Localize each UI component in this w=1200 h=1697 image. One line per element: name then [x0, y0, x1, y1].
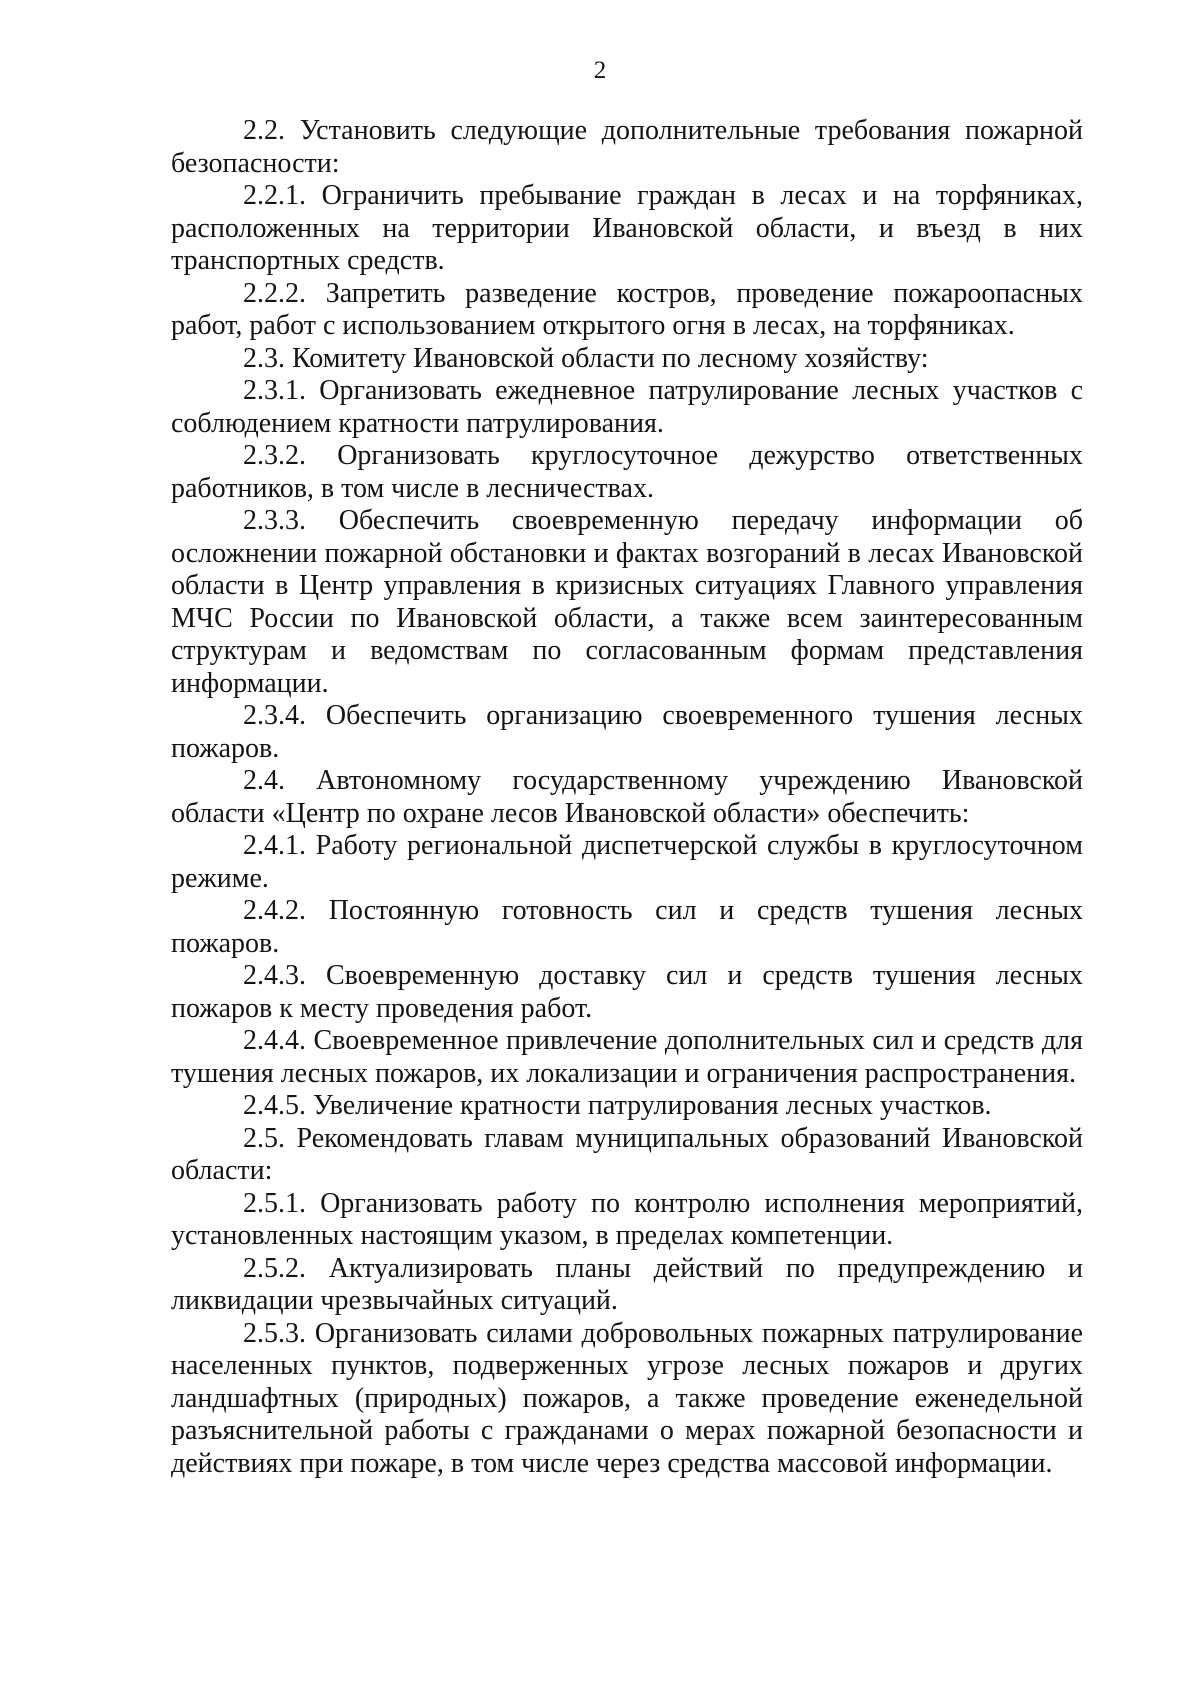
paragraph-2-5-2: 2.5.2. Актуализировать планы действий по предупреждению и ликвидации чрезвычайных ситуаций.	[171, 1252, 1083, 1316]
paragraph-2-3: 2.3. Комитету Ивановской области по лесному хозяйству:	[243, 342, 929, 374]
paragraph-2-3-2: 2.3.2. Организовать круглосуточное дежурство ответственных работников, в том числе в лесничествах.	[171, 440, 1083, 504]
paragraph-2-4-4: 2.4.4. Своевременное привлечение дополнительных сил и средств для тушения лесных пожаров, их локализации и ограничения распространения.	[171, 1025, 1083, 1089]
paragraph-2-3-3: 2.3.3. Обеспечить своевременную передачу информации об осложнении пожарной обстановки и фактах возгораний в лесах Ивановской области в Центр управления в кризисных ситуациях Главного управления МЧС России по Ивановской области, а также всем заинтересованным структурам и ведомствам по согласованным формам представления информации.	[171, 505, 1083, 699]
page-number: 2	[593, 57, 607, 84]
paragraph-2-4-3: 2.4.3. Своевременную доставку сил и средств тушения лесных пожаров к месту проведения работ.	[171, 960, 1083, 1024]
paragraph-2-4-5: 2.4.5. Увеличение кратности патрулирования лесных участков.	[243, 1090, 992, 1121]
paragraph-2-2: 2.2. Установить следующие дополнительные требования пожарной безопасности:	[171, 115, 1083, 179]
document-body	[171, 115, 1083, 1480]
paragraph-2-2-1: 2.2.1. Ограничить пребывание граждан в лесах и на торфяниках, расположенных на территории Ивановской области, и въезд в них транспортных средств.	[171, 180, 1083, 276]
paragraph-2-5: 2.5. Рекомендовать главам муниципальных образований Ивановской области:	[171, 1122, 1083, 1186]
paragraph-2-4-2: 2.4.2. Постоянную готовность сил и средств тушения лесных пожаров.	[171, 895, 1083, 959]
paragraph-2-5-3: 2.5.3. Организовать силами добровольных пожарных патрулирование населенных пунктов, подверженных угрозе лесных пожаров и других ландшафтных (природных) пожаров, а также проведение еженедельной разъяснительной работы с гражданами о мерах пожарной безопасности и действиях при пожаре, в том числе через средства массовой информации.	[171, 1317, 1083, 1479]
paragraph-2-3-4: 2.3.4. Обеспечить организацию своевременного тушения лесных пожаров.	[171, 700, 1083, 764]
paragraph-2-4: 2.4. Автономному государственному учреждению Ивановской области «Центр по охране лесов Ивановской области» обеспечить:	[171, 765, 1083, 829]
paragraph-2-5-1: 2.5.1. Организовать работу по контролю исполнения мероприятий, установленных настоящим указом, в пределах компетенции.	[171, 1187, 1083, 1251]
paragraph-2-3-1: 2.3.1. Организовать ежедневное патрулирование лесных участков с соблюдением кратности патрулирования.	[171, 375, 1083, 439]
paragraph-2-4-1: 2.4.1. Работу региональной диспетчерской службы в круглосуточном режиме.	[171, 830, 1083, 894]
paragraph-2-2-2: 2.2.2. Запретить разведение костров, проведение пожароопасных работ, работ с использованием открытого огня в лесах, на торфяниках.	[171, 277, 1083, 341]
